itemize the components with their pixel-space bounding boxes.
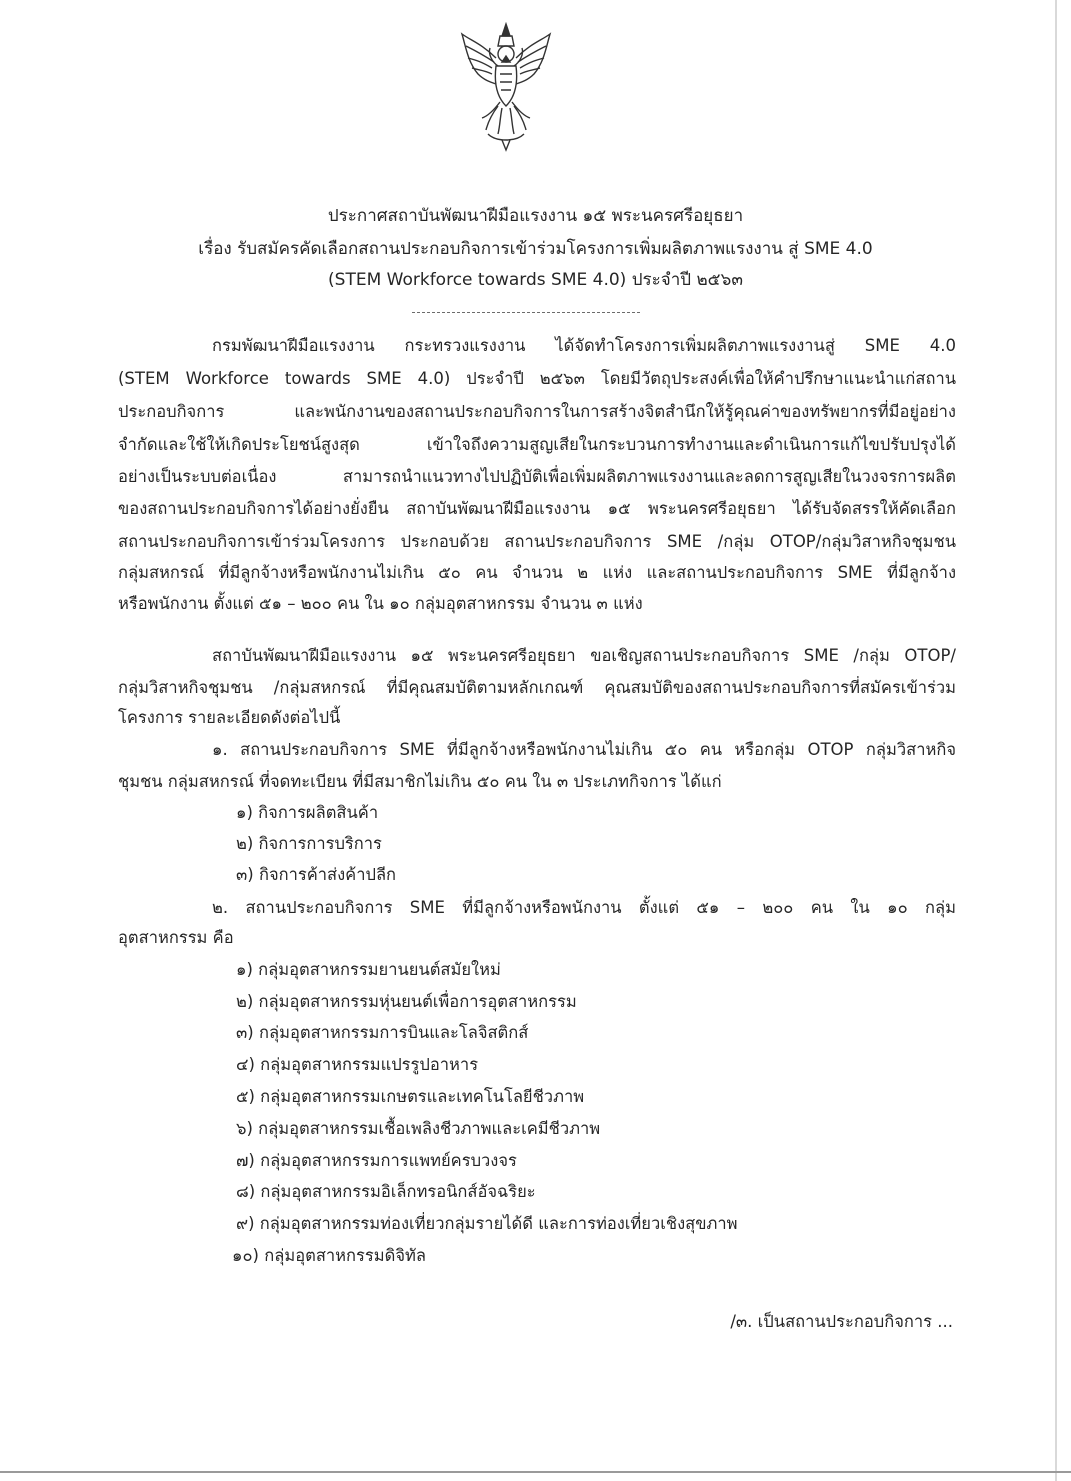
item2-list-item: ๗) กลุ่มอุตสาหกรรมการแพทย์ครบวงจร: [236, 1151, 517, 1170]
para1-line: สถานประกอบกิจการเข้าร่วมโครงการ ประกอบด้วย สถานประกอบกิจการ SME /กลุ่ม OTOP/กลุ่มวิสาหกิจชุมชน: [118, 532, 956, 551]
item1-list-item: ๒) กิจการการบริการ: [236, 834, 382, 853]
item2-list-item: ๕) กลุ่มอุตสาหกรรมเกษตรและเทคโนโลยีชีวภาพ: [236, 1087, 585, 1106]
para1-line: (STEM Workforce towards SME 4.0) ประจำปี ๒๕๖๓ โดยมีวัตถุประสงค์เพื่อให้คำปรึกษาแนะนำแก่สถาน: [118, 369, 956, 388]
para2-line: สถาบันพัฒนาฝีมือแรงงาน ๑๕ พระนครศรีอยุธยา ขอเชิญสถานประกอบกิจการ SME /กลุ่ม OTOP/: [212, 646, 956, 665]
page-bottom-edge: [0, 1471, 1071, 1473]
para2-line: โครงการ รายละเอียดดังต่อไปนี้: [118, 708, 341, 727]
item2-list-item: ๔) กลุ่มอุตสาหกรรมแปรรูปอาหาร: [236, 1055, 479, 1074]
para1-line: กลุ่มสหกรณ์ ที่มีลูกจ้างหรือพนักงานไม่เกิน ๕๐ คน จำนวน ๒ แห่ง และสถานประกอบกิจการ SME ที่มีลูกจ้าง: [118, 563, 956, 582]
header-title: ประกาศสถาบันพัฒนาฝีมือแรงงาน ๑๕ พระนครศรีอยุธยา: [327, 206, 744, 226]
item2-list-item: ๑) กลุ่มอุตสาหกรรมยานยนต์สมัยใหม่: [236, 960, 501, 979]
item1-list-item: ๑) กิจการผลิตสินค้า: [236, 803, 379, 822]
para1-line: อย่างเป็นระบบต่อเนื่อง สามารถนำแนวทางไปปฏิบัติเพื่อเพิ่มผลิตภาพแรงงานและลดการสูญเสียในวงจรการผลิต: [118, 467, 956, 486]
item1-line: ชุมชน กลุ่มสหกรณ์ ที่จดทะเบียน ที่มีสมาชิกไม่เกิน ๕๐ คน ใน ๓ ประเภทกิจการ ได้แก่: [118, 772, 722, 791]
item2-list-item: ๒) กลุ่มอุตสาหกรรมหุ่นยนต์เพื่อการอุตสาหกรรม: [236, 992, 577, 1011]
para1-line: ประกอบกิจการ และพนักงานของสถานประกอบกิจการในการสร้างจิตสำนึกให้รู้คุณค่าของทรัพยากรที่มีอยู่อย่าง: [118, 402, 956, 421]
para1-line: ของสถานประกอบกิจการได้อย่างยั่งยืน สถาบันพัฒนาฝีมือแรงงาน ๑๕ พระนครศรีอยุธยา ได้รับจัดสรรให้คัดเลือก: [118, 499, 956, 518]
continuation-note: /๓. เป็นสถานประกอบกิจการ ...: [730, 1312, 953, 1331]
header-divider: [412, 312, 640, 313]
item2-list-item: ๙) กลุ่มอุตสาหกรรมท่องเที่ยวกลุ่มรายได้ดี และการท่องเที่ยวเชิงสุขภาพ: [236, 1214, 738, 1233]
item2-list-item: ๓) กลุ่มอุตสาหกรรมการบินและโลจิสติกส์: [236, 1023, 529, 1042]
para1-line: จำกัดและใช้ให้เกิดประโยชน์สูงสุด เข้าใจถึงความสูญเสียในกระบวนการทำงานและดำเนินการแก้ไขปรับปรุงได้: [118, 435, 956, 454]
item1-line: ๑. สถานประกอบกิจการ SME ที่มีลูกจ้างหรือพนักงานไม่เกิน ๕๐ คน หรือกลุ่ม OTOP กลุ่มวิสาหกิจ: [212, 740, 956, 759]
item2-list-item: ๘) กลุ่มอุตสาหกรรมอิเล็กทรอนิกส์อัจฉริยะ: [236, 1182, 536, 1201]
header-subject: เรื่อง รับสมัครคัดเลือกสถานประกอบกิจการเข้าร่วมโครงการเพิ่มผลิตภาพแรงงาน สู่ SME 4.0: [198, 239, 873, 259]
item1-list-item: ๓) กิจการค้าส่งค้าปลีก: [236, 865, 397, 884]
item2-line: อุตสาหกรรม คือ: [118, 928, 234, 947]
para1-line: กรมพัฒนาฝีมือแรงงาน กระทรวงแรงงาน ได้จัดทำโครงการเพิ่มผลิตภาพแรงงานสู่ SME 4.0: [212, 336, 956, 355]
para1-line: หรือพนักงาน ตั้งแต่ ๕๑ – ๒๐๐ คน ใน ๑๐ กลุ่มอุตสาหกรรม จำนวน ๓ แห่ง: [118, 594, 643, 613]
item2-line: ๒. สถานประกอบกิจการ SME ที่มีลูกจ้างหรือพนักงาน ตั้งแต่ ๕๑ – ๒๐๐ คน ใน ๑๐ กลุ่ม: [212, 898, 956, 917]
item2-list-item: ๑๐) กลุ่มอุตสาหกรรมดิจิทัล: [232, 1246, 427, 1265]
para2-line: กลุ่มวิสาหกิจชุมชน /กลุ่มสหกรณ์ ที่มีคุณสมบัติตามหลักเกณฑ์ คุณสมบัติของสถานประกอบกิจการที่สมัครเข้าร่วม: [118, 678, 956, 697]
item2-list-item: ๖) กลุ่มอุตสาหกรรมเชื้อเพลิงชีวภาพและเคมีชีวภาพ: [236, 1119, 601, 1138]
header-subject-cont: (STEM Workforce towards SME 4.0) ประจำปี ๒๕๖๓: [328, 270, 743, 290]
garuda-emblem-icon: [458, 22, 554, 152]
